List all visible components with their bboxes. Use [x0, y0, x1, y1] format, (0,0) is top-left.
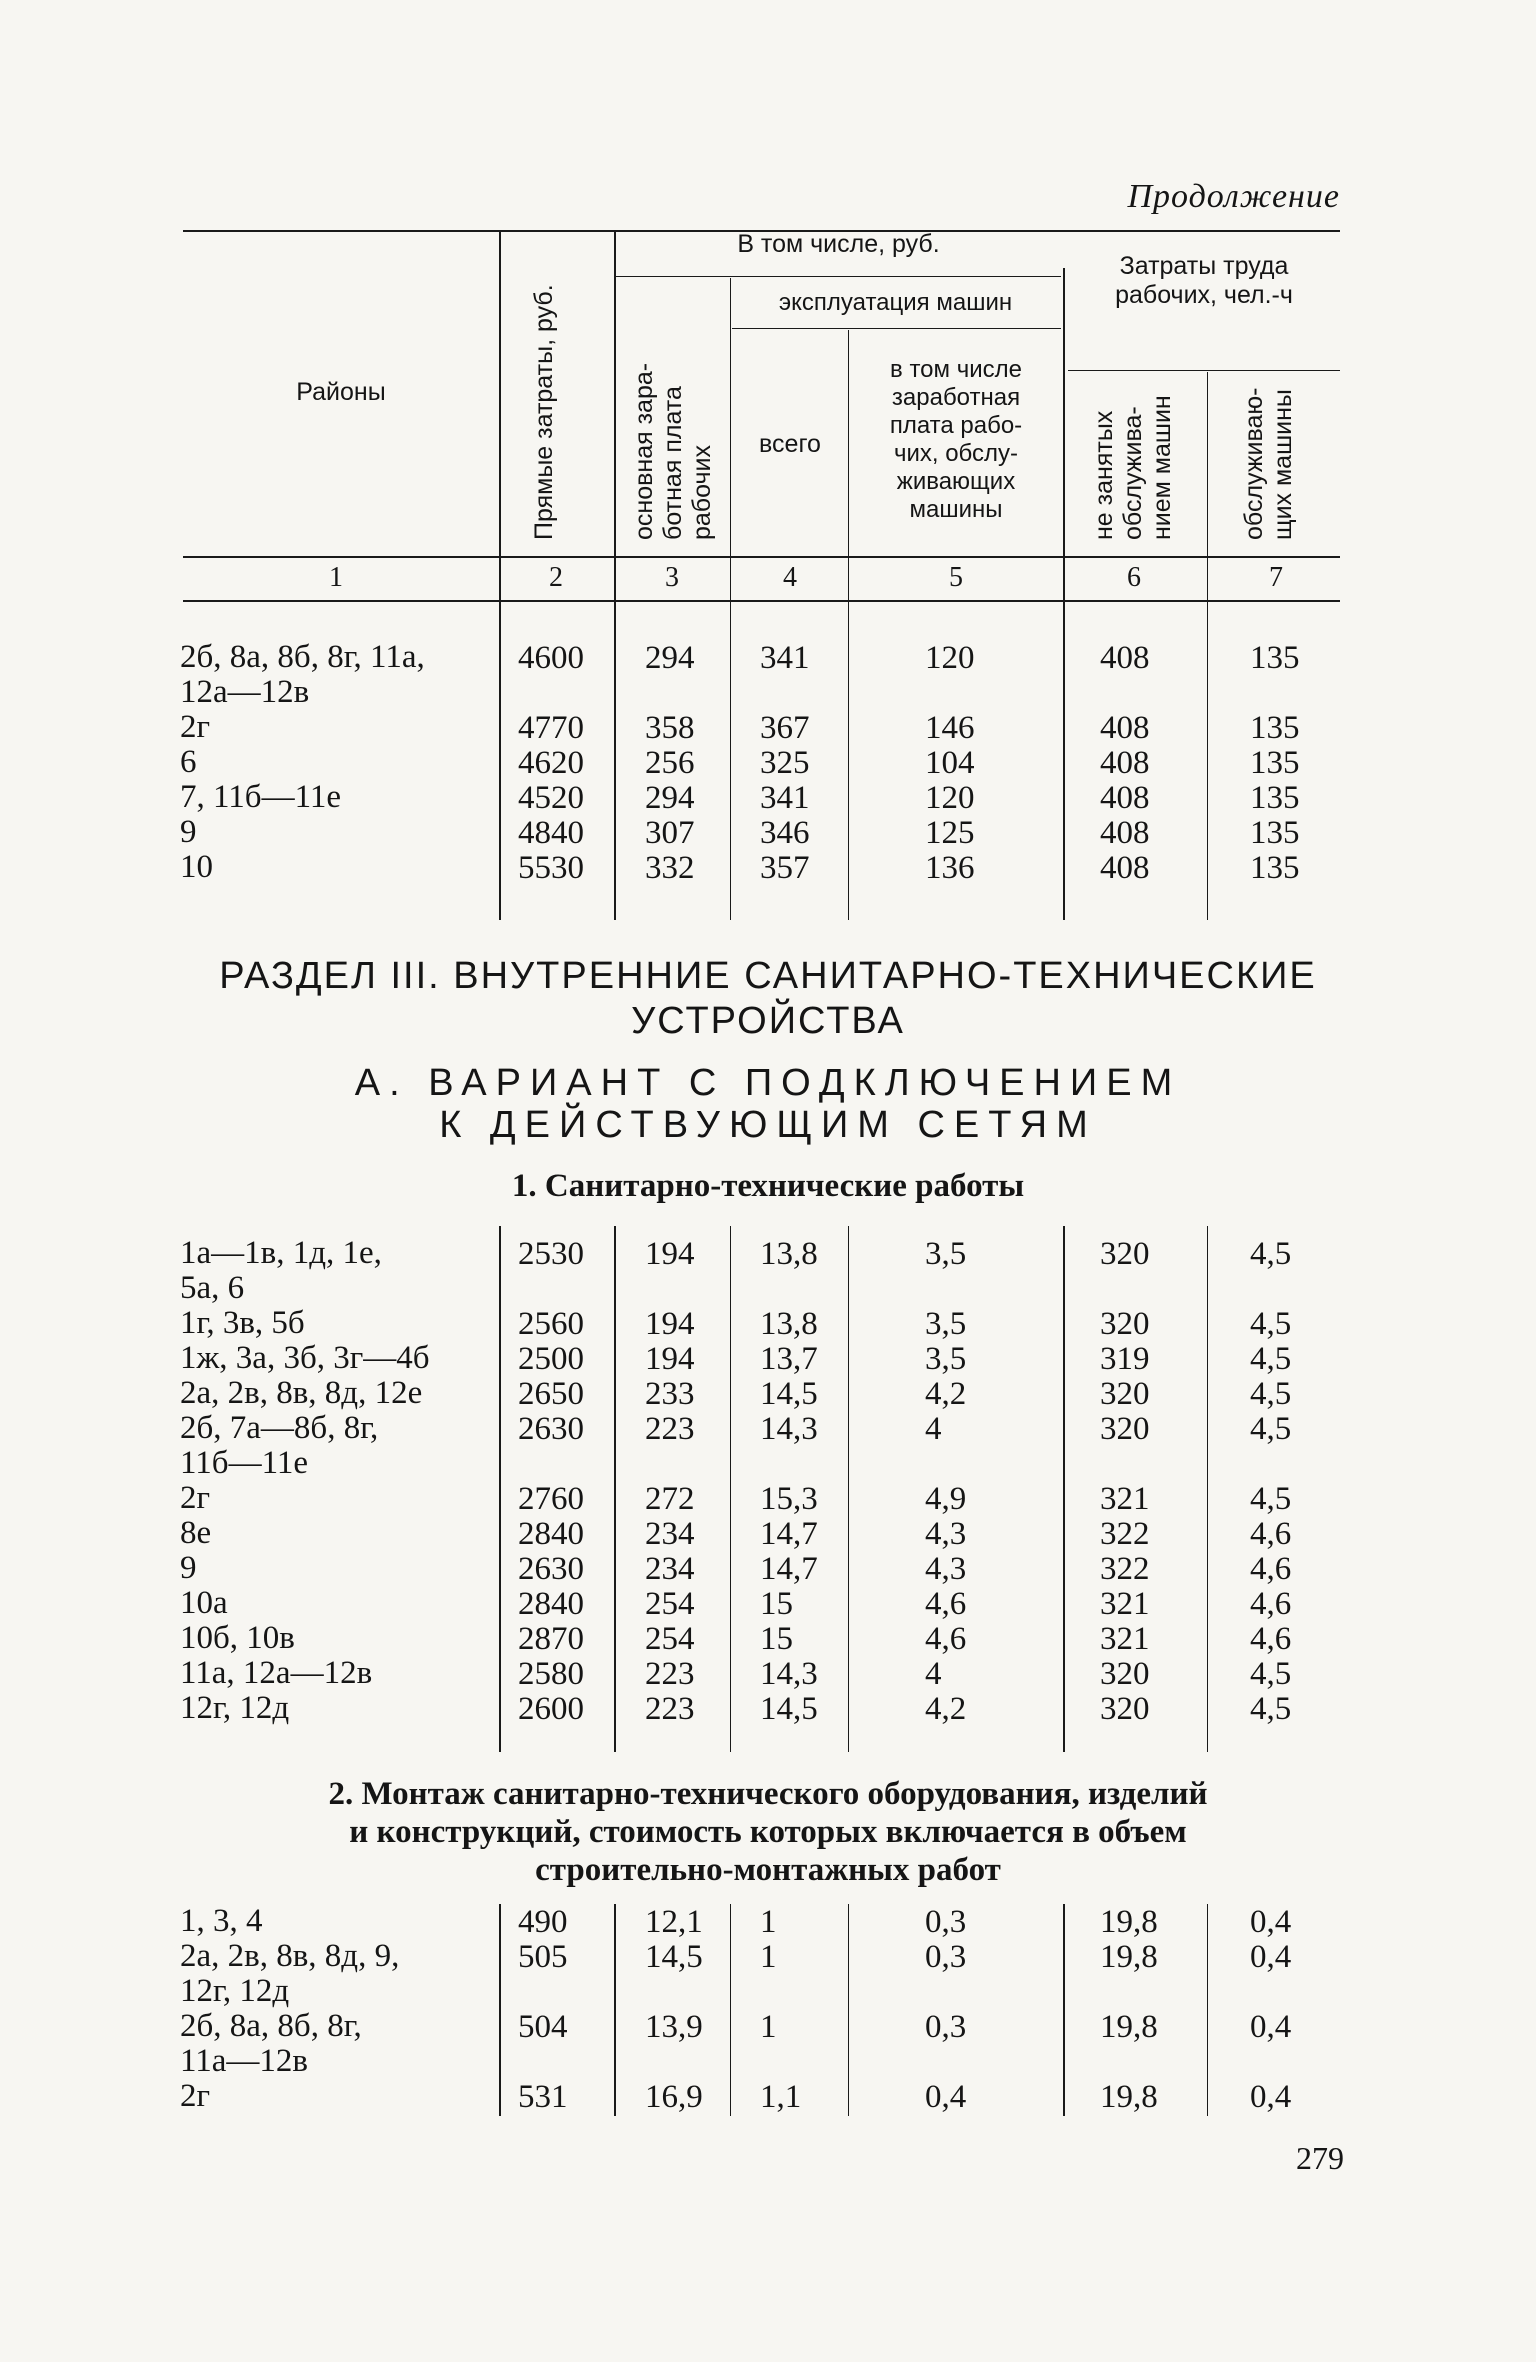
cell-c6: 321 [1100, 1481, 1150, 1517]
header-not-serving: не занятых обслужива- нием машин [1090, 395, 1176, 540]
cell-c2: 2650 [518, 1376, 584, 1412]
cell-c2: 490 [518, 1904, 568, 1940]
subsection-title-2: 2. Монтаж санитарно-технического оборудования, изделий [328, 1776, 1208, 1812]
cell-c2: 531 [518, 2079, 568, 2115]
cell-c6: 319 [1100, 1341, 1150, 1377]
header-direct-costs: Прямые затраты, руб. [530, 284, 558, 540]
cell-c7: 135 [1250, 640, 1300, 676]
cell-c7: 4,5 [1250, 1306, 1292, 1342]
cell-c4: 15 [760, 1586, 793, 1622]
cell-c2: 2870 [518, 1621, 584, 1657]
column-rule [499, 1904, 501, 2116]
column-rule [1207, 614, 1208, 920]
column-rule [1207, 1226, 1208, 1752]
cell-c3: 294 [645, 640, 695, 676]
vrule-5 [1063, 268, 1065, 614]
cell-c5: 4,6 [925, 1586, 967, 1622]
cell-c4: 341 [760, 780, 810, 816]
row-district: 1г, 3в, 5б [180, 1305, 305, 1341]
cell-c3: 256 [645, 745, 695, 781]
cell-c7: 4,5 [1250, 1691, 1292, 1727]
vrule-3 [730, 278, 731, 614]
cell-c2: 505 [518, 1939, 568, 1975]
rule-including [614, 276, 1061, 277]
column-rule [1063, 1904, 1065, 2116]
cell-c6: 320 [1100, 1411, 1150, 1447]
cell-c7: 0,4 [1250, 2079, 1292, 2115]
header-bottom-rule [183, 600, 1340, 602]
row-district: 2б, 8а, 8б, 8г, [180, 2008, 362, 2044]
cell-c3: 272 [645, 1481, 695, 1517]
cell-c3: 294 [645, 780, 695, 816]
cell-c2: 2530 [518, 1236, 584, 1272]
column-rule [730, 1226, 731, 1752]
cell-c4: 367 [760, 710, 810, 746]
cell-c6: 408 [1100, 815, 1150, 851]
cell-c4: 13,7 [760, 1341, 818, 1377]
cell-c6: 19,8 [1100, 2009, 1158, 2045]
vrule-4 [848, 330, 849, 614]
header-districts: Районы [296, 378, 386, 406]
cell-c7: 0,4 [1250, 1904, 1292, 1940]
cell-c5: 4,6 [925, 1621, 967, 1657]
cell-c2: 2630 [518, 1411, 584, 1447]
cell-c6: 408 [1100, 780, 1150, 816]
rule-labor [1068, 370, 1340, 371]
cell-c7: 135 [1250, 850, 1300, 886]
column-rule [614, 614, 616, 920]
col-num-7: 7 [1269, 562, 1283, 593]
row-district: 2г [180, 709, 211, 745]
header-mid-rule [183, 556, 1340, 558]
row-district: 2г [180, 2078, 211, 2114]
column-rule [1207, 1904, 1208, 2116]
col-num-3: 3 [665, 562, 679, 593]
cell-c4: 325 [760, 745, 810, 781]
cell-c2: 4620 [518, 745, 584, 781]
cell-c4: 14,3 [760, 1656, 818, 1692]
subsection-title-1: 1. Санитарно-технические работы [511, 1168, 1025, 1204]
row-district: 8е [180, 1515, 212, 1551]
cell-c6: 19,8 [1100, 1904, 1158, 1940]
cell-c5: 3,5 [925, 1306, 967, 1342]
row-district: 7, 11б—11е [180, 779, 341, 815]
cell-c7: 4,5 [1250, 1481, 1292, 1517]
cell-c3: 223 [645, 1691, 695, 1727]
cell-c4: 13,8 [760, 1306, 818, 1342]
cell-c5: 3,5 [925, 1341, 967, 1377]
cell-c2: 4600 [518, 640, 584, 676]
vrule-2 [614, 232, 616, 614]
row-district: 2а, 2в, 8в, 8д, 9, [180, 1938, 400, 1974]
row-district: 2г [180, 1480, 211, 1516]
cell-c4: 346 [760, 815, 810, 851]
column-rule [848, 614, 849, 920]
cell-c2: 2580 [518, 1656, 584, 1692]
cell-c4: 1 [760, 1939, 777, 1975]
header-total: всего [759, 430, 821, 458]
vrule-6 [1207, 372, 1208, 614]
cell-c5: 4,2 [925, 1376, 967, 1412]
cell-c6: 408 [1100, 745, 1150, 781]
cell-c3: 234 [645, 1516, 695, 1552]
cell-c6: 19,8 [1100, 1939, 1158, 1975]
cell-c7: 4,6 [1250, 1621, 1292, 1657]
header-machines: эксплуатация машин [778, 289, 1013, 316]
header-machine-wages: в том числе заработная плата рабо- чих, обслу- живающих машины [889, 356, 1023, 523]
cell-c4: 15,3 [760, 1481, 818, 1517]
header-labor: Затраты труда рабочих, чел.-ч [1115, 252, 1293, 309]
cell-c6: 322 [1100, 1551, 1150, 1587]
column-rule [1063, 1226, 1065, 1752]
cell-c5: 4 [925, 1656, 942, 1692]
cell-c6: 408 [1100, 640, 1150, 676]
cell-c5: 0,3 [925, 2009, 967, 2045]
cell-c2: 5530 [518, 850, 584, 886]
cell-c3: 223 [645, 1411, 695, 1447]
cell-c6: 322 [1100, 1516, 1150, 1552]
cell-c4: 14,7 [760, 1516, 818, 1552]
cell-c2: 4520 [518, 780, 584, 816]
col-num-6: 6 [1127, 562, 1141, 593]
header-wages: основная зара- ботная плата рабочих [630, 362, 716, 540]
cell-c3: 233 [645, 1376, 695, 1412]
row-district: 9 [180, 1550, 197, 1586]
col-num-4: 4 [783, 562, 797, 593]
cell-c2: 2760 [518, 1481, 584, 1517]
section-title-cont: УСТРОЙСТВА [631, 1000, 905, 1042]
cell-c4: 14,7 [760, 1551, 818, 1587]
cell-c6: 321 [1100, 1621, 1150, 1657]
cell-c4: 357 [760, 850, 810, 886]
cell-c7: 135 [1250, 780, 1300, 816]
row-district: 1а—1в, 1д, 1е, [180, 1235, 382, 1271]
row-district: 2а, 2в, 8в, 8д, 12е [180, 1375, 423, 1411]
cell-c5: 3,5 [925, 1236, 967, 1272]
column-rule [1063, 614, 1065, 920]
column-rule [730, 614, 731, 920]
cell-c5: 146 [925, 710, 975, 746]
cell-c3: 234 [645, 1551, 695, 1587]
cell-c3: 194 [645, 1341, 695, 1377]
subsection-title-2-line2: и конструкций, стоимость которых включается в объем [349, 1814, 1187, 1850]
cell-c5: 0,3 [925, 1904, 967, 1940]
cell-c6: 320 [1100, 1691, 1150, 1727]
cell-c4: 15 [760, 1621, 793, 1657]
cell-c7: 135 [1250, 710, 1300, 746]
cell-c5: 4,3 [925, 1551, 967, 1587]
column-rule [499, 614, 501, 920]
cell-c5: 4,9 [925, 1481, 967, 1517]
cell-c4: 13,8 [760, 1236, 818, 1272]
cell-c4: 14,3 [760, 1411, 818, 1447]
row-district: 2б, 8а, 8б, 8г, 11а, [180, 639, 425, 675]
cell-c4: 341 [760, 640, 810, 676]
cell-c3: 14,5 [645, 1939, 703, 1975]
row-district: 6 [180, 744, 197, 780]
cell-c3: 223 [645, 1656, 695, 1692]
cell-c3: 254 [645, 1586, 695, 1622]
cell-c4: 1 [760, 1904, 777, 1940]
row-district: 1ж, 3а, 3б, 3г—4б [180, 1340, 430, 1376]
cell-c3: 194 [645, 1306, 695, 1342]
cell-c7: 4,6 [1250, 1586, 1292, 1622]
cell-c2: 2500 [518, 1341, 584, 1377]
cell-c7: 0,4 [1250, 2009, 1292, 2045]
cell-c2: 2840 [518, 1516, 584, 1552]
row-district: 2б, 7а—8б, 8г, [180, 1410, 379, 1446]
cell-c5: 125 [925, 815, 975, 851]
row-district-cont: 12а—12в [180, 674, 310, 710]
column-rule [614, 1904, 616, 2116]
variant-title-cont: К ДЕЙСТВУЮЩИМ СЕТЯМ [439, 1104, 1097, 1146]
cell-c2: 2630 [518, 1551, 584, 1587]
cell-c2: 2840 [518, 1586, 584, 1622]
column-rule [730, 1904, 731, 2116]
row-district-cont: 11б—11е [180, 1445, 308, 1481]
cell-c3: 332 [645, 850, 695, 886]
cell-c6: 320 [1100, 1236, 1150, 1272]
row-district-cont: 5а, 6 [180, 1270, 245, 1306]
column-rule [848, 1904, 849, 2116]
row-district: 12г, 12д [180, 1690, 290, 1726]
rule-machines [732, 328, 1061, 329]
cell-c4: 14,5 [760, 1691, 818, 1727]
header-serving: обслуживаю- щих машины [1240, 387, 1297, 540]
col-num-1: 1 [329, 562, 343, 593]
vrule-1 [499, 232, 501, 614]
row-district: 10а [180, 1585, 228, 1621]
row-district: 1, 3, 4 [180, 1903, 263, 1939]
cell-c3: 194 [645, 1236, 695, 1272]
cell-c5: 4 [925, 1411, 942, 1447]
cell-c7: 0,4 [1250, 1939, 1292, 1975]
cell-c7: 135 [1250, 745, 1300, 781]
cell-c6: 320 [1100, 1306, 1150, 1342]
row-district-cont: 11а—12в [180, 2043, 309, 2079]
continuation-label: Продолжение [1127, 178, 1340, 215]
cell-c3: 358 [645, 710, 695, 746]
cell-c5: 4,3 [925, 1516, 967, 1552]
cell-c5: 120 [925, 640, 975, 676]
cell-c5: 120 [925, 780, 975, 816]
cell-c4: 14,5 [760, 1376, 818, 1412]
column-rule [499, 1226, 501, 1752]
column-rule [614, 1226, 616, 1752]
cell-c7: 4,5 [1250, 1411, 1292, 1447]
header-including: В том числе, руб. [737, 230, 940, 258]
cell-c4: 1 [760, 2009, 777, 2045]
cell-c6: 408 [1100, 710, 1150, 746]
cell-c3: 13,9 [645, 2009, 703, 2045]
cell-c5: 0,3 [925, 1939, 967, 1975]
cell-c6: 321 [1100, 1586, 1150, 1622]
cell-c7: 4,5 [1250, 1656, 1292, 1692]
row-district: 10 [180, 849, 213, 885]
cell-c7: 4,5 [1250, 1341, 1292, 1377]
section-title: РАЗДЕЛ III. ВНУТРЕННИЕ САНИТАРНО-ТЕХНИЧЕСКИЕ [219, 955, 1317, 997]
cell-c7: 4,5 [1250, 1376, 1292, 1412]
cell-c5: 136 [925, 850, 975, 886]
cell-c6: 19,8 [1100, 2079, 1158, 2115]
cell-c2: 2600 [518, 1691, 584, 1727]
cell-c7: 135 [1250, 815, 1300, 851]
cell-c7: 4,6 [1250, 1551, 1292, 1587]
variant-title: А. ВАРИАНТ С ПОДКЛЮЧЕНИЕМ [354, 1062, 1182, 1104]
page-number: 279 [1296, 2140, 1344, 2176]
row-district: 9 [180, 814, 197, 850]
cell-c2: 4770 [518, 710, 584, 746]
row-district: 11а, 12а—12в [180, 1655, 373, 1691]
cell-c2: 2560 [518, 1306, 584, 1342]
cell-c5: 4,2 [925, 1691, 967, 1727]
cell-c7: 4,5 [1250, 1236, 1292, 1272]
cell-c3: 16,9 [645, 2079, 703, 2115]
cell-c5: 0,4 [925, 2079, 967, 2115]
row-district-cont: 12г, 12д [180, 1973, 290, 2009]
column-rule [848, 1226, 849, 1752]
cell-c3: 12,1 [645, 1904, 703, 1940]
cell-c6: 320 [1100, 1376, 1150, 1412]
row-district: 10б, 10в [180, 1620, 295, 1656]
cell-c3: 254 [645, 1621, 695, 1657]
cell-c4: 1,1 [760, 2079, 802, 2115]
col-num-2: 2 [549, 562, 563, 593]
cell-c2: 4840 [518, 815, 584, 851]
subsection-title-2-line3: строительно-монтажных работ [535, 1852, 1001, 1888]
cell-c7: 4,6 [1250, 1516, 1292, 1552]
col-num-5: 5 [949, 562, 963, 593]
cell-c6: 408 [1100, 850, 1150, 886]
cell-c6: 320 [1100, 1656, 1150, 1692]
cell-c5: 104 [925, 745, 975, 781]
cell-c3: 307 [645, 815, 695, 851]
cell-c2: 504 [518, 2009, 568, 2045]
